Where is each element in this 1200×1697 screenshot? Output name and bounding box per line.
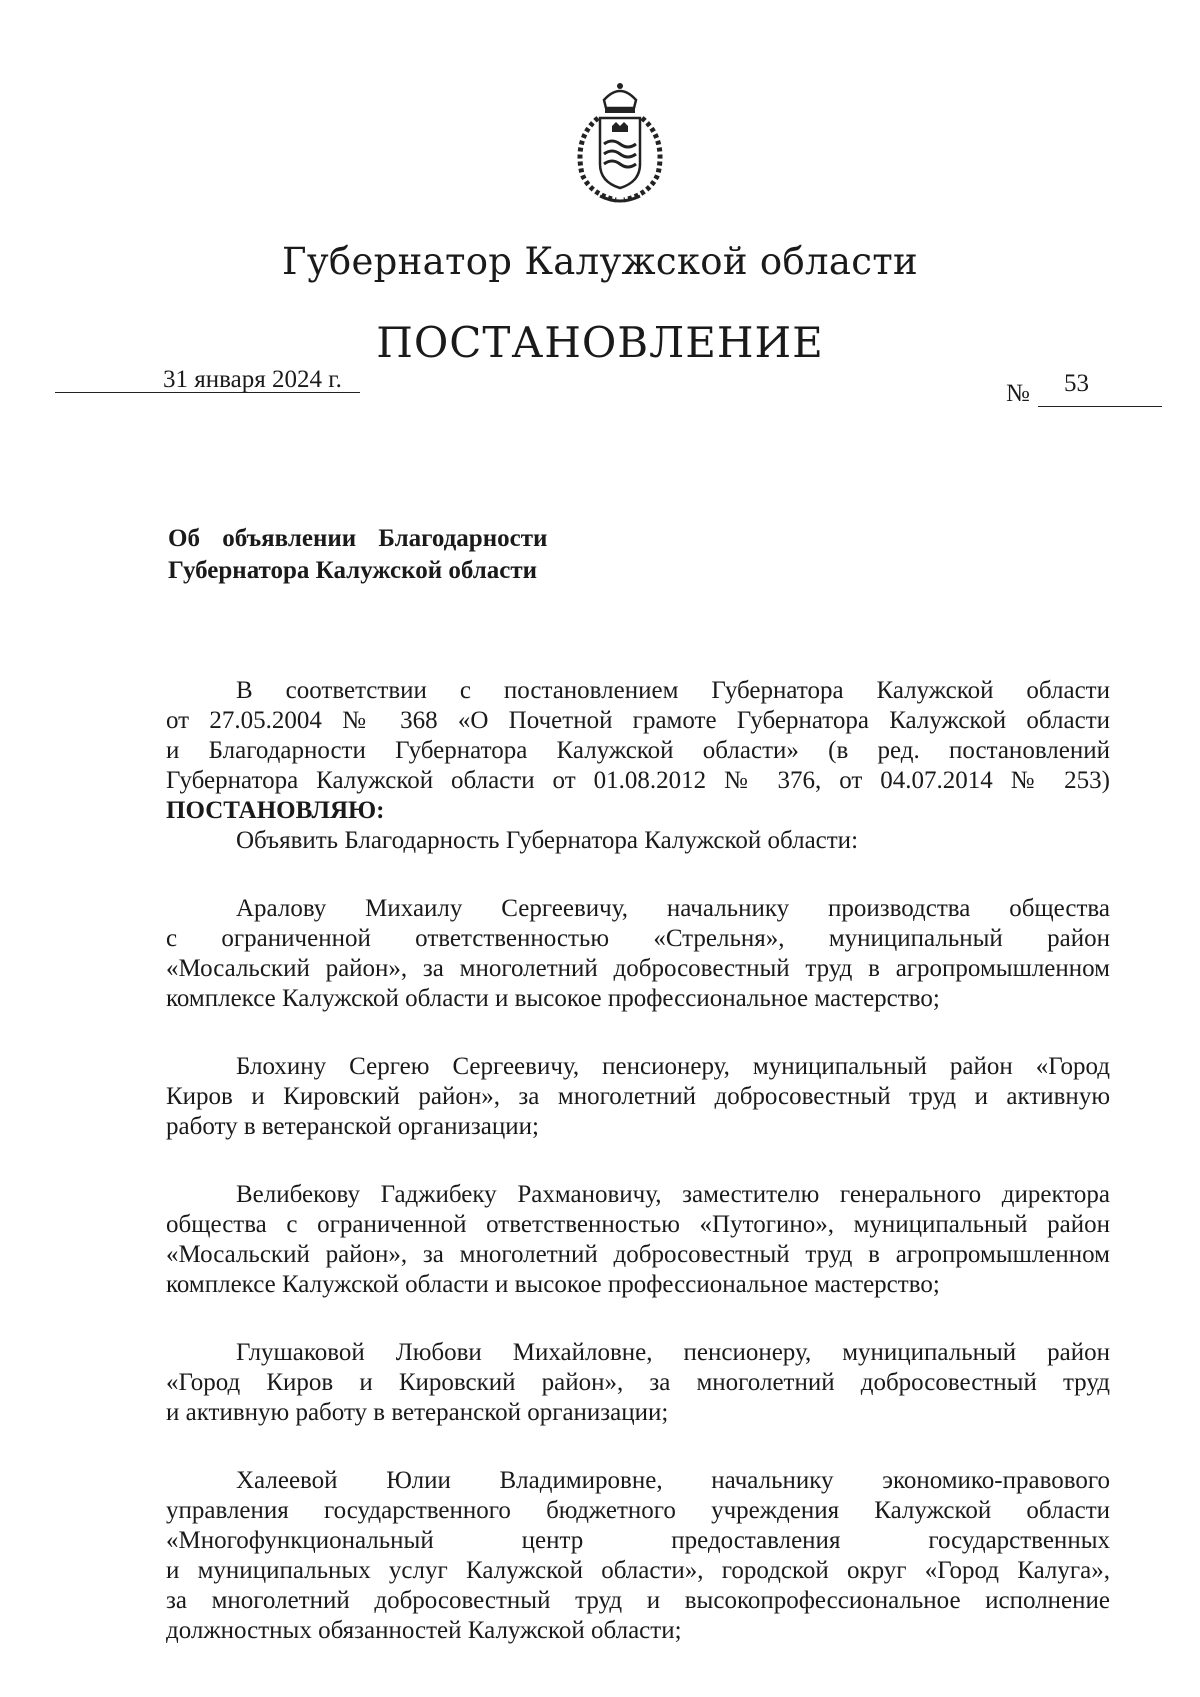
awardee-line: с ограниченной ответственностью «Стрельня», муниципальный район [166,925,1110,952]
preamble [166,676,1110,796]
awardee-line: общества с ограниченной ответственностью «Путогино», муниципальный район [166,1211,1110,1238]
awardee-line: Глушаковой Любови Михайловне, пенсионеру, муниципальный район [236,1339,1110,1366]
awardee-line: должностных обязанностей Калужской области; [166,1617,682,1644]
awardee-line: «Мосальский район», за многолетний добросовестный труд в агропромышленном [166,955,1110,982]
subject-line-1: Об объявлении Благодарности [168,525,548,552]
preamble-line: Губернатора Калужской области от 01.08.2012 № 376, от 04.07.2014 № 253) [166,767,1110,794]
document-type-title: ПОСТАНОВЛЕНИЕ [376,318,824,367]
document-date: 31 января 2024 г. [163,366,342,393]
awardee-paragraph [166,1338,1110,1428]
coat-of-arms-icon [560,78,680,208]
declare-line: Объявить Благодарность Губернатора Калужской области: [236,827,859,854]
awardee-line: Халеевой Юлии Владимировне, начальнику экономико-правового [236,1467,1110,1494]
awardee-paragraph [166,1466,1110,1646]
awardee-line: и муниципальных услуг Калужской области», городской округ «Город Калуга», [166,1557,1110,1584]
awardee-line: работу в ветеранской организации; [166,1113,539,1140]
document-number: 53 [1064,370,1089,397]
awardee-line: управления государственного бюджетного учреждения Калужской области [166,1497,1110,1524]
subject-line-2: Губернатора Калужской области [168,557,538,584]
awardee-line: Киров и Кировский район», за многолетний добросовестный труд и активную [166,1083,1110,1110]
resolve-heading: ПОСТАНОВЛЯЮ: [166,797,385,824]
document-body [166,676,1110,1646]
number-underline [1038,406,1162,407]
preamble-line: от 27.05.2004 № 368 «О Почетной грамоте Губернатора Калужской области [166,707,1110,734]
awardee-paragraph [166,1180,1110,1300]
awardee-line: «Многофункциональный центр предоставления государственных [166,1527,1110,1554]
awardee-line: и активную работу в ветеранской организации; [166,1399,669,1426]
awardee-paragraph [166,1052,1110,1142]
awardee-line: «Мосальский район», за многолетний добросовестный труд в агропромышленном [166,1241,1110,1268]
awardee-line: Аралову Михаилу Сергеевичу, начальнику производства общества [236,895,1110,922]
issuing-authority: Губернатор Калужской области [282,240,918,283]
awardee-line: «Город Киров и Кировский район», за многолетний добросовестный труд [166,1369,1110,1396]
awardee-paragraph [166,894,1110,1014]
awardee-line: за многолетний добросовестный труд и высокопрофессиональное исполнение [166,1587,1110,1614]
number-sign: № [1006,380,1030,407]
preamble-line: В соответствии с постановлением Губернатора Калужской области [236,677,1110,704]
awardee-line: Велибекову Гаджибеку Рахмановичу, заместителю генерального директора [236,1181,1110,1208]
awardee-line: комплексе Калужской области и высокое профессиональное мастерство; [166,1271,940,1298]
awardee-line: комплексе Калужской области и высокое профессиональное мастерство; [166,985,940,1012]
preamble-line: и Благодарности Губернатора Калужской области» (в ред. постановлений [166,737,1110,764]
document-subject [168,523,547,587]
awardee-line: Блохину Сергею Сергеевичу, пенсионеру, муниципальный район «Город [236,1053,1110,1080]
